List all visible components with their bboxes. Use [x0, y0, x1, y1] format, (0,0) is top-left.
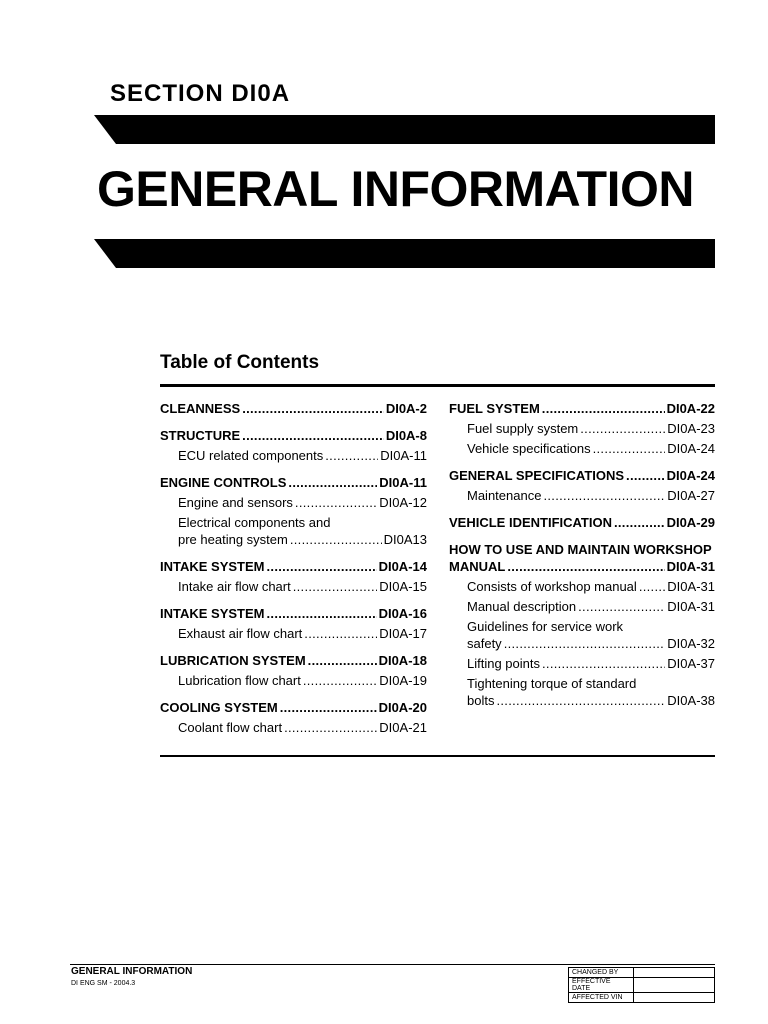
toc-leader [267, 558, 377, 575]
footer-rule [70, 964, 715, 965]
toc-entry-title: CLEANNESS [160, 401, 241, 416]
toc-entry-lubrication-flow[interactable] [160, 672, 427, 689]
toc-leader [639, 578, 665, 595]
toc-entry-page: DI0A-38 [667, 693, 715, 708]
toc-entry-page: DI0A-12 [379, 495, 427, 510]
toc-entry-title: FUEL SYSTEM [449, 401, 540, 416]
stamp-value-changed-by [634, 968, 715, 978]
toc-entry-vehicle-specs[interactable] [449, 440, 715, 457]
toc-entry-consists[interactable] [449, 578, 715, 595]
toc-entry-lubrication[interactable] [160, 652, 427, 669]
toc-entry-page: DI0A-22 [666, 401, 715, 416]
toc-entry-vehicle-identification[interactable] [449, 514, 715, 531]
toc-entry-title: Manual description [467, 599, 577, 614]
toc-entry-cooling[interactable] [160, 699, 427, 716]
toc-leader [325, 447, 378, 464]
toc-top-rule [160, 384, 715, 387]
toc-entry-electrical-line1: Electrical components and [178, 515, 331, 530]
toc-entry-page: DI0A-24 [666, 468, 715, 483]
toc-entry-page: DI0A-27 [667, 488, 715, 503]
toc-entry-lifting-points[interactable] [449, 655, 715, 672]
toc-entry-page: DI0A-14 [378, 559, 427, 574]
toc-leader [284, 719, 377, 736]
toc-entry-page: DI0A-15 [379, 579, 427, 594]
toc-leader [507, 558, 664, 575]
toc-entry-title: MANUAL [449, 559, 506, 574]
toc-leader [542, 400, 665, 417]
toc-entry-title: LUBRICATION SYSTEM [160, 653, 306, 668]
toc-leader [304, 625, 377, 642]
toc-entry-page: DI0A-19 [379, 673, 427, 688]
footer-code: DI ENG SM - 2004.3 [71, 980, 136, 987]
toc-entry-title: Intake air flow chart [178, 579, 291, 594]
toc-leader [580, 420, 665, 437]
toc-entry-title: COOLING SYSTEM [160, 700, 278, 715]
toc-entry-guidelines-line1: Guidelines for service work [467, 619, 624, 634]
toc-entry-title: Consists of workshop manual [467, 579, 637, 594]
toc-entry-engine-sensors[interactable] [160, 494, 427, 511]
toc-leader [593, 440, 666, 457]
stamp-value-effective-date [634, 978, 715, 993]
toc-entry-title: INTAKE SYSTEM [160, 606, 265, 621]
toc-entry-torque-line1: Tightening torque of standard [467, 676, 637, 691]
toc-entry-page: DI0A-29 [666, 515, 715, 530]
toc-entry-page: DI0A-37 [667, 656, 715, 671]
toc-entry-how-to[interactable] [449, 558, 715, 575]
toc-leader [293, 578, 378, 595]
toc-entry-guidelines[interactable] [449, 635, 715, 652]
toc-entry-page: DI0A-21 [379, 720, 427, 735]
toc-entry-fuel-supply[interactable] [449, 420, 715, 437]
toc-entry-title: STRUCTURE [160, 428, 241, 443]
toc-entry-page: DI0A-24 [667, 441, 715, 456]
toc-entry-page: DI0A-17 [379, 626, 427, 641]
section-label: SECTION DI0A [110, 80, 291, 107]
toc-entry-title: bolts [467, 693, 495, 708]
toc-entry-page: DI0A13 [383, 532, 427, 547]
toc-entry-title: pre heating system [178, 532, 288, 547]
stamp-label-affected-vin: AFFECTED VIN [569, 993, 634, 1003]
toc-leader [578, 598, 665, 615]
toc-entry-title: Coolant flow chart [178, 720, 283, 735]
stamp-label-changed-by: CHANGED BY [569, 968, 634, 978]
toc-entry-page: DI0A-11 [379, 475, 427, 490]
toc-entry-electrical[interactable] [160, 531, 427, 548]
toc-entry-page: DI0A-16 [378, 606, 427, 621]
toc-entry-how-to-line1: HOW TO USE AND MAINTAIN WORKSHOP [449, 542, 712, 557]
toc-entry-exhaust-flow[interactable] [160, 625, 427, 642]
toc-entry-intake-system[interactable] [160, 558, 427, 575]
toc-entry-title: safety [467, 636, 502, 651]
toc-leader [280, 699, 377, 716]
toc-entry-intake-system-2[interactable] [160, 605, 427, 622]
toc-leader [542, 655, 665, 672]
toc-left-column [160, 400, 427, 736]
toc-leader [303, 672, 377, 689]
toc-leader [290, 531, 382, 548]
toc-heading: Table of Contents [160, 352, 320, 373]
toc-entry-manual-description[interactable] [449, 598, 715, 615]
toc-leader [614, 514, 665, 531]
toc-entry-intake-flow[interactable] [160, 578, 427, 595]
toc-entry-title: GENERAL SPECIFICATIONS [449, 468, 625, 483]
toc-entry-page: DI0A-32 [667, 636, 715, 651]
toc-entry-coolant-flow[interactable] [160, 719, 427, 736]
toc-entry-page: DI0A-8 [385, 428, 427, 443]
toc-right-column [449, 400, 715, 709]
toc-leader [267, 605, 377, 622]
toc-entry-page: DI0A-20 [378, 700, 427, 715]
toc-entry-title: Maintenance [467, 488, 542, 503]
toc-leader [504, 635, 666, 652]
toc-leader [626, 467, 665, 484]
toc-leader [543, 487, 665, 504]
stamp-value-affected-vin [634, 993, 715, 1003]
toc-entry-torque[interactable] [449, 692, 715, 709]
toc-entry-title: VEHICLE IDENTIFICATION [449, 515, 612, 530]
toc-entry-page: DI0A-23 [667, 421, 715, 436]
toc-entry-page: DI0A-11 [380, 448, 427, 463]
toc-entry-page: DI0A-18 [378, 653, 427, 668]
toc-entry-title: Lubrication flow chart [178, 673, 301, 688]
toc-leader [496, 692, 665, 709]
header-band-bottom [94, 239, 715, 268]
header-band-top [94, 115, 715, 144]
toc-leader [295, 494, 377, 511]
page-title: GENERAL INFORMATION [97, 161, 694, 217]
toc-entry-cleanness[interactable] [160, 400, 427, 417]
toc-entry-fuel-system[interactable] [449, 400, 715, 417]
toc-entry-maintenance[interactable] [449, 487, 715, 504]
toc-entry-title: Engine and sensors [178, 495, 293, 510]
toc-entry-title: Fuel supply system [467, 421, 579, 436]
stamp-label-effective-date: EFFECTIVE DATE [569, 978, 634, 993]
toc-entry-title: Lifting points [467, 656, 540, 671]
toc-leader [242, 427, 384, 444]
toc-entry-general-specs[interactable] [449, 467, 715, 484]
toc-bottom-rule [160, 755, 715, 757]
toc-entry-title: INTAKE SYSTEM [160, 559, 265, 574]
toc-leader [308, 652, 377, 669]
revision-stamp-table [568, 967, 715, 1003]
toc-leader [242, 400, 384, 417]
toc-entry-title: ECU related components [178, 448, 324, 463]
toc-entry-ecu[interactable] [160, 447, 427, 464]
toc-entry-page: DI0A-2 [385, 401, 427, 416]
toc-entry-structure[interactable] [160, 427, 427, 444]
toc-entry-page: DI0A-31 [666, 559, 715, 574]
toc-entry-title: Vehicle specifications [467, 441, 591, 456]
toc-entry-title: Exhaust air flow chart [178, 626, 303, 641]
toc-entry-page: DI0A-31 [667, 599, 715, 614]
toc-entry-title: ENGINE CONTROLS [160, 475, 287, 490]
toc-entry-page: DI0A-31 [667, 579, 715, 594]
footer-title: GENERAL INFORMATION [71, 966, 193, 977]
toc-leader [288, 474, 377, 491]
toc-entry-engine-controls[interactable] [160, 474, 427, 491]
